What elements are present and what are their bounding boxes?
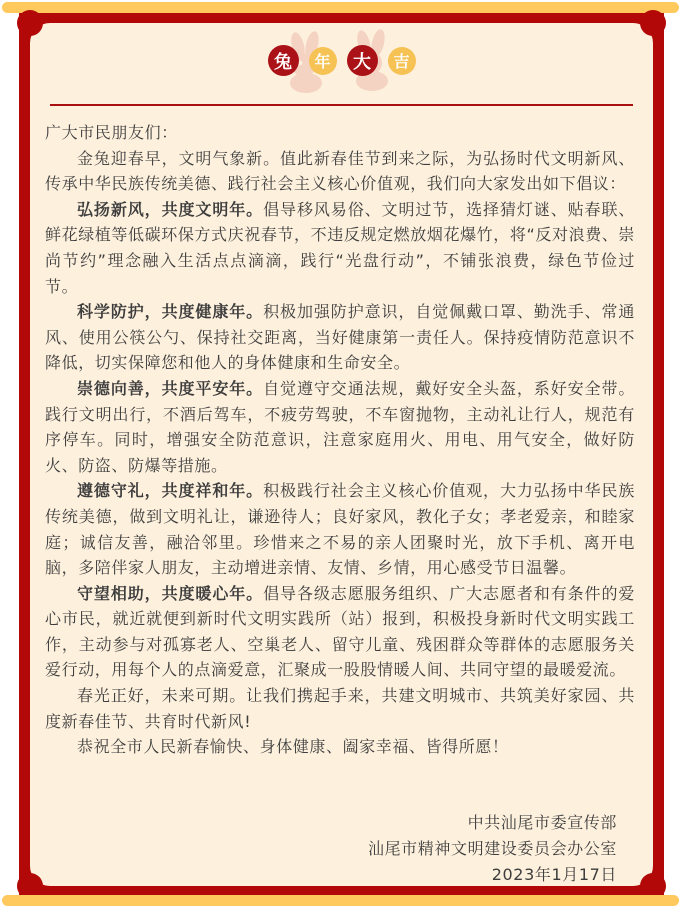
paper-panel <box>30 23 653 886</box>
paragraph-warm-year <box>45 581 635 683</box>
paragraph-lead: 遵德守礼，共度祥和年。 <box>77 481 264 501</box>
paragraph-safe-year <box>45 376 635 478</box>
greeting-header <box>30 23 653 104</box>
paragraph-text: 春光正好，未来可期。让我们携起手来，共建文明城市、共筑美好家园、共度新春佳节、共育时代新风! <box>45 686 635 731</box>
signature-org-1: 中共汕尾市委宣传部 <box>467 812 617 832</box>
paragraph-civil-year <box>45 197 635 299</box>
paragraph-text: 倡导移风易俗、文明过节，选择猜灯谜、贴春联、鲜花绿植等低碳环保方式庆祝春节，不违反规定燃放烟花爆竹，将“反对浪费、崇尚节约”理念融入生活点点滴滴，践行“光盘行动”，不铺张浪费，绿色节俭过节。 <box>45 199 635 296</box>
paragraph-lead: 崇德向善，共度平安年。 <box>77 378 264 398</box>
paragraph-lead: 科学防护，共度健康年。 <box>77 302 264 322</box>
paragraph-intro <box>45 146 635 197</box>
paragraph-text: 积极践行社会主义核心价值观，大力弘扬中华民族传统美德，做到文明礼让，谦逊待人；良好家风，教化子女；孝老爱亲，和睦家庭；诚信友善，融洽邻里。珍惜来之不易的亲人团聚时光，放下手机、离开电脑，多陪伴家人朋友，主动增进亲情、友情、乡情，用心感受节日温馨。 <box>45 481 635 578</box>
badge-nian: 年 <box>309 47 337 75</box>
paragraph-outlook <box>45 683 635 734</box>
paragraph-harmony-year <box>45 478 635 580</box>
greeting-badges <box>30 45 653 76</box>
paragraph-text: 倡导各级志愿服务组织、广大志愿者和有条件的爱心市民，就近就便到新时代文明实践所（站）报到，积极投身新时代文明实践工作，主动参与对孤寡老人、空巢老人、留守儿童、残困群众等群体的志愿服务关爱行动，用每个人的点滴爱意，汇聚成一股股情暖人间、共同守望的最暖爱流。 <box>45 583 635 680</box>
badge-ji: 吉 <box>388 47 416 75</box>
signature-date: 2023年1月17日 <box>491 864 617 884</box>
paragraph-health-year <box>45 299 635 376</box>
paragraph-text: 恭祝全市人民新春愉快、身体健康、阖家幸福、皆得所愿！ <box>77 737 509 757</box>
red-frame <box>19 13 664 895</box>
letter-body <box>30 106 653 888</box>
paragraph-text: 积极加强防护意识，自觉佩戴口罩、勤洗手、常通风、使用公筷公勺、保持社交距离，当好健康第一责任人。保持疫情防范意识不降低，切实保障您和他人的身体健康和生命安全。 <box>45 302 635 373</box>
scroll-rod-top <box>2 2 679 13</box>
badge-da: 大 <box>347 45 378 76</box>
paragraph-wishes <box>45 734 635 760</box>
badge-tu: 兔 <box>268 45 299 76</box>
scroll-rod-bottom <box>2 895 679 906</box>
paragraph-text: 自觉遵守交通法规，戴好安全头盔，系好安全带。践行文明出行，不酒后驾车，不疲劳驾驶，不车窗抛物，主动礼让行人，规范有序停车。同时，增强安全防范意识，注意家庭用火、用电、用气安全，做好防火、防盗、防爆等措施。 <box>45 378 635 475</box>
salutation: 广大市民朋友们： <box>45 123 178 142</box>
paragraph-text: 金兔迎春早，文明气象新。值此新春佳节到来之际，为弘扬时代文明新风、传承中华民族传统美德、践行社会主义核心价值观，我们向大家发出如下倡议： <box>45 148 635 194</box>
paragraph-lead: 守望相助，共度暖心年。 <box>77 583 264 603</box>
paragraph-lead: 弘扬新风，共度文明年。 <box>77 199 264 219</box>
signature-org-2: 汕尾市精神文明建设委员会办公室 <box>367 838 617 858</box>
signature-block <box>45 810 635 888</box>
